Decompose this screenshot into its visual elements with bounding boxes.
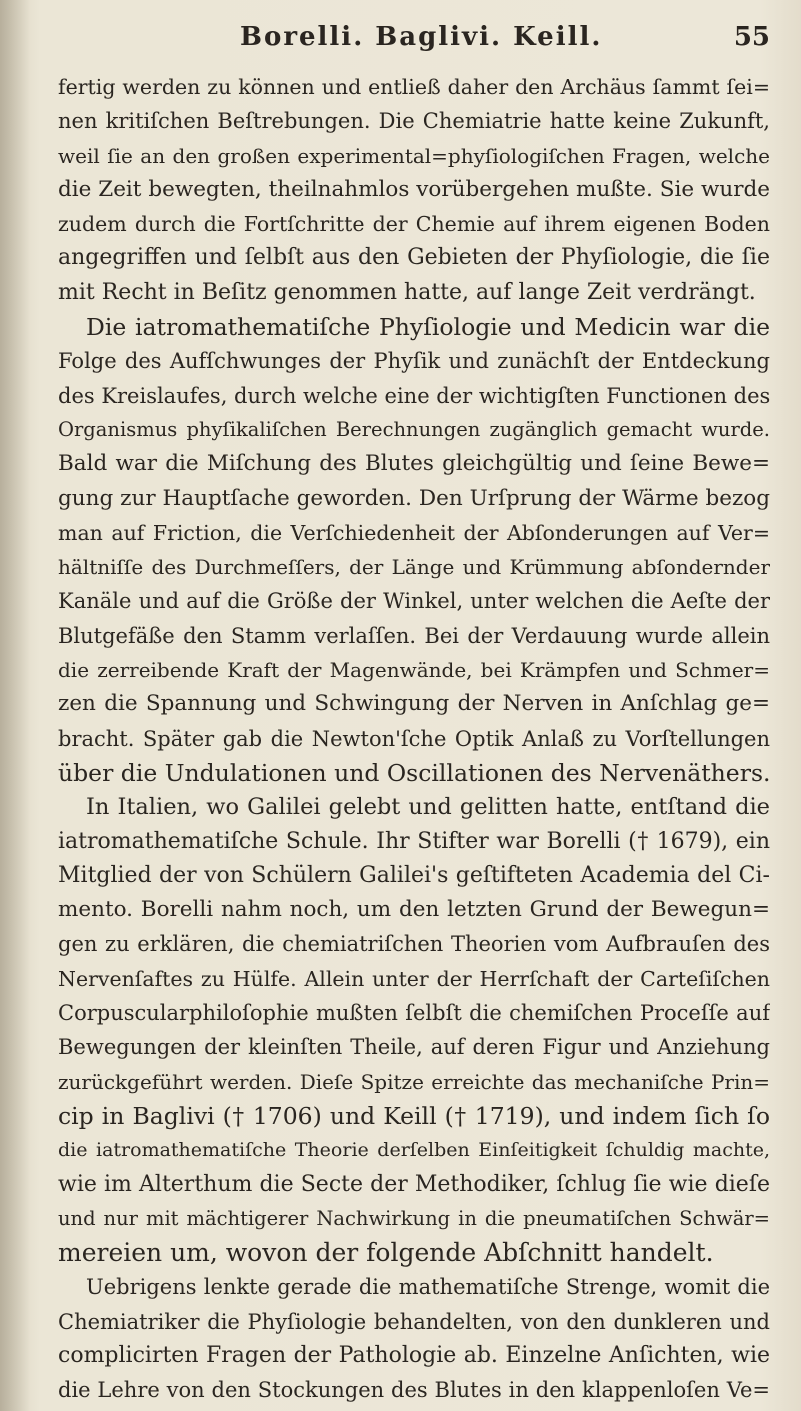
text-line: des Kreislaufes, durch welche eine der wichtigſten Functionen des (58, 383, 770, 408)
text-line: iatromathematiſche Schule. Ihr Stifter war Borelli († 1679), ein (58, 828, 770, 854)
text-line: angegriffen und ſelbſt aus den Gebieten der Phyſiologie, die ſie (58, 245, 770, 271)
body-text (58, 70, 770, 1408)
text-line: Folge des Aufſchwunges der Phyſik und zunächſt der Entdeckung (58, 349, 770, 374)
text-line: nen kritiſchen Beſtrebungen. Die Chemiatrie hatte keine Zukunft, (58, 109, 770, 134)
paragraph-start-line: In Italien, wo Galilei gelebt und gelitten hatte, entſtand die (86, 794, 770, 821)
text-line: Nervenſaftes zu Hülfe. Allein unter der Herrſchaft der Carteſiſchen (58, 966, 770, 991)
text-line: wie im Alterthum die Secte der Methodiker, ſchlug ſie wie dieſe (58, 1171, 770, 1197)
text-line: Bewegungen der kleinſten Theile, auf deren Figur und Anziehung (58, 1035, 770, 1060)
text-line: Bald war die Miſchung des Blutes gleichgültig und ſeine Bewe= (58, 451, 770, 477)
text-line: über die Undulationen und Oscillationen des Nervenäthers. (58, 758, 770, 787)
text-line: gung zur Hauptſache geworden. Den Urſprung der Wärme bezog (58, 485, 770, 511)
text-line: die zerreibende Kraft der Magenwände, bei Krämpfen und Schmer= (58, 658, 770, 683)
text-line: Mitglied der von Schülern Galilei's geſtifteten Academia del Ci- (58, 862, 770, 888)
text-line: zurückgeführt werden. Dieſe Spitze erreichte das mechaniſche Prin= (58, 1069, 770, 1094)
text-line: die Zeit bewegten, theilnahmlos vorübergehen mußte. Sie wurde (58, 176, 770, 202)
binding-shadow (0, 0, 30, 1411)
text-line: Blutgefäße den Stamm verlaſſen. Bei der Verdauung wurde allein (58, 623, 770, 648)
text-line: die Lehre von den Stockungen des Blutes in den klappenloſen Ve= (58, 1378, 770, 1403)
text-line: mit Recht in Beſitz genommen hatte, auf lange Zeit verdrängt. (58, 279, 756, 305)
page-header (50, 22, 770, 56)
text-line: complicirten Fragen der Pathologie ab. Einzelne Anſichten, wie (58, 1342, 770, 1368)
text-line: die iatromathematiſche Theorie derſelben Einſeitigkeit ſchuldig machte, (58, 1139, 770, 1162)
text-line: fertig werden zu können und entließ daher den Archäus ſammt ſei= (58, 75, 770, 99)
text-line: cip in Baglivi († 1706) und Keill († 1719), und indem ſich ſo (58, 1101, 770, 1130)
text-line: mereien um, wovon der folgende Abſchnitt handelt. (58, 1238, 714, 1268)
text-line: Organismus phyſikaliſchen Berechnungen zugänglich gemacht wurde. (58, 417, 770, 441)
page-number: 55 (733, 22, 770, 52)
paragraph-start-line: Uebrigens lenkte gerade die mathematiſche Strenge, womit die (86, 1275, 770, 1300)
text-line: bracht. Später gab die Newton'ſche Optik Anlaß zu Vorſtellungen (58, 726, 770, 751)
text-line: zen die Spannung und Schwingung der Nerven in Anſchlag ge= (58, 691, 770, 717)
text-line: mento. Borelli nahm noch, um den letzten Grund der Bewegun= (58, 897, 770, 923)
text-line: Corpuscularphiloſophie mußten ſelbſt die chemiſchen Proceſſe auf (58, 1001, 770, 1026)
text-line: und nur mit mächtigerer Nachwirkung in die pneumatiſchen Schwär= (58, 1206, 770, 1230)
text-line: man auf Friction, die Verſchiedenheit der Abſonderungen auf Ver= (58, 520, 770, 545)
text-line: Chemiatriker die Phyſiologie behandelten, von den dunkleren und (58, 1309, 770, 1334)
running-head: Borelli. Baglivi. Keill. (240, 22, 603, 52)
text-line: hältniſſe des Durchmeſſers, der Länge und Krümmung abſondernder (58, 555, 770, 580)
text-line: gen zu erklären, die chemiatriſchen Theorien vom Aufbrauſen des (58, 932, 770, 957)
text-line: Kanäle und auf die Größe der Winkel, unter welchen die Aeſte der (58, 589, 770, 614)
text-line: zudem durch die Fortſchritte der Chemie auf ihrem eigenen Boden (58, 212, 770, 237)
text-line: weil ſie an den großen experimental=phyſiologiſchen Fragen, welche (58, 143, 770, 168)
paragraph-start-line: Die iatromathematiſche Phyſiologie und Medicin war die (86, 313, 770, 342)
